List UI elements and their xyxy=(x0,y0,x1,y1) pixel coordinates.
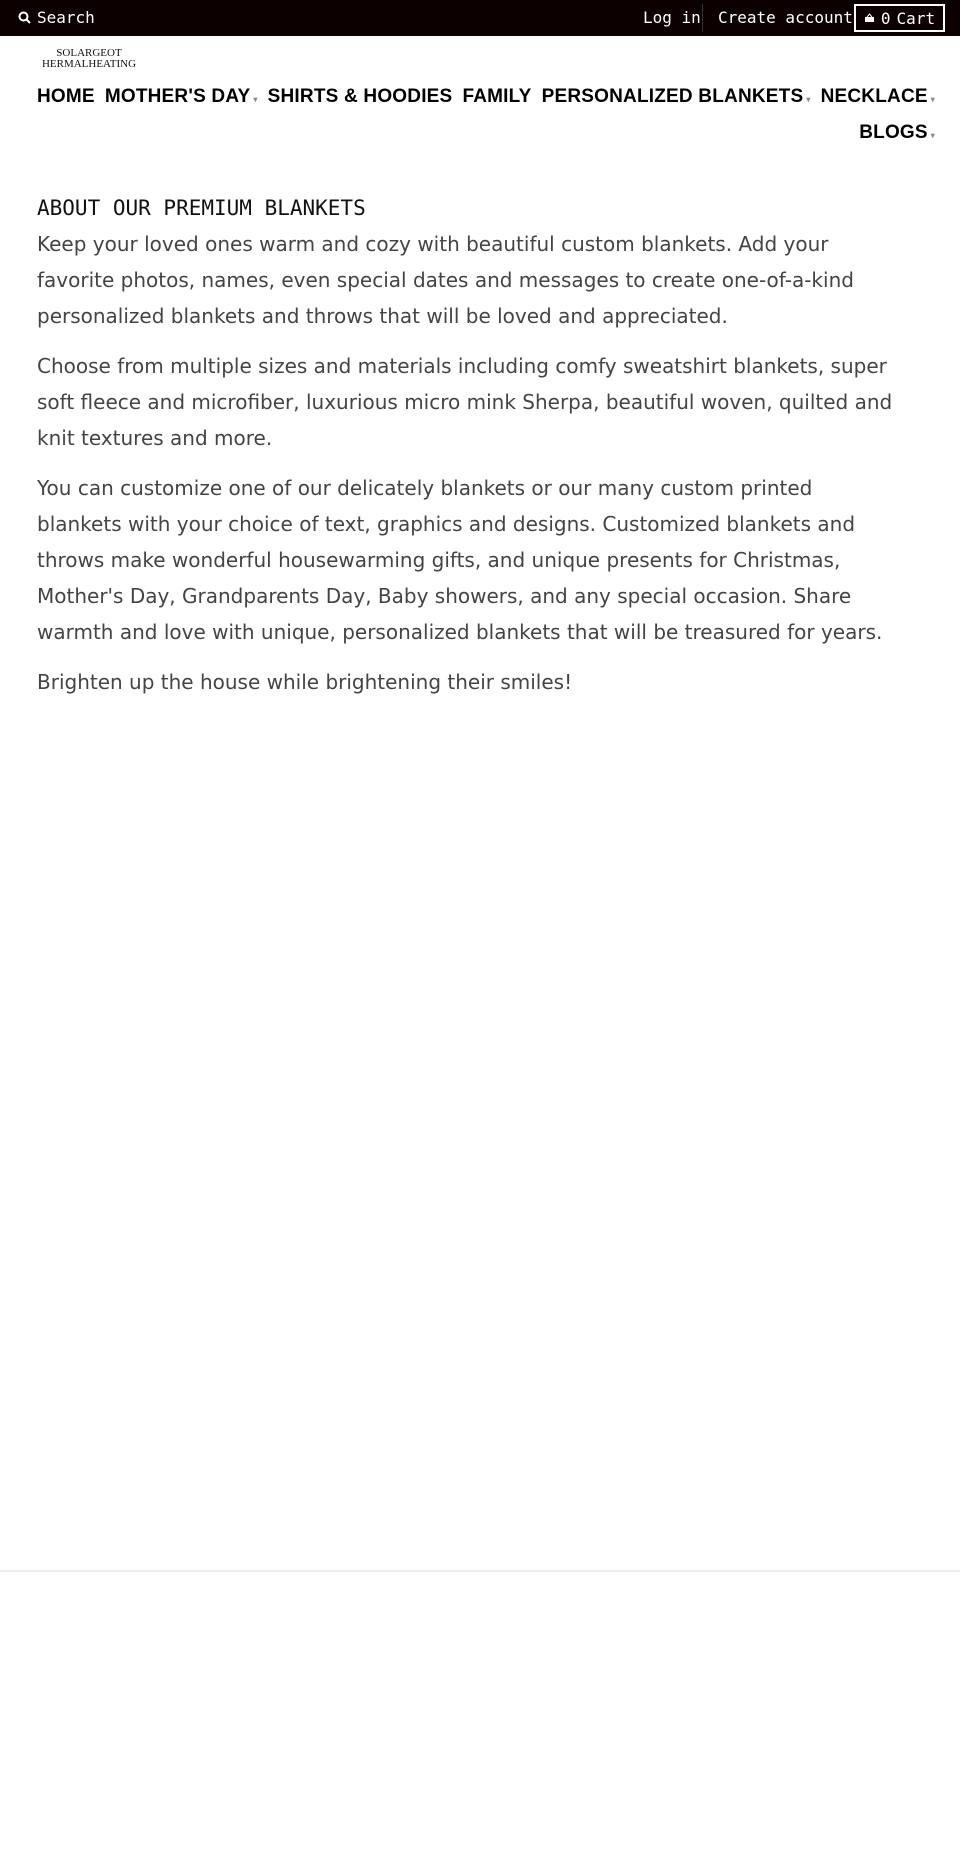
divider xyxy=(702,4,703,32)
nav-label: BLOGS xyxy=(859,122,928,143)
nav-necklace[interactable] xyxy=(821,86,935,108)
caret-down-icon: ▾ xyxy=(930,95,935,104)
paragraph: You can customize one of our delicately blankets or our many custom printed blankets with your choice of text, graphics and designs. Customized blankets and throws make wonderful housewarming gifts, and unique presents for Christmas, Mother's Day, Grandparents Day, Baby showers, and any special occasion. Share warmth and love with unique, personalized blankets that will be treasured for years. xyxy=(37,476,883,644)
paragraph: Brighten up the house while brightening their smiles! xyxy=(37,670,573,694)
caret-down-icon: ▾ xyxy=(806,95,811,104)
nav-blogs[interactable] xyxy=(859,122,935,144)
search-button[interactable] xyxy=(18,8,95,27)
page-title: ABOUT OUR PREMIUM BLANKETS xyxy=(37,196,366,220)
logo-line-1: SOLARGEOT xyxy=(56,47,122,59)
nav-family[interactable] xyxy=(462,86,531,108)
nav-label: PERSONALIZED BLANKETS xyxy=(541,86,804,107)
main-nav xyxy=(37,86,935,108)
top-bar xyxy=(0,0,960,36)
cart-button[interactable] xyxy=(854,4,945,32)
login-link[interactable]: Log in xyxy=(643,8,701,27)
nav-label: FAMILY xyxy=(462,86,532,107)
create-account-link[interactable]: Create account xyxy=(718,8,853,27)
nav-label: SHIRTS & HOODIES xyxy=(267,86,453,107)
nav-label: HOME xyxy=(37,86,95,107)
caret-down-icon: ▾ xyxy=(930,131,935,140)
search-icon xyxy=(18,11,31,24)
paragraph: Keep your loved ones warm and cozy with beautiful custom blankets. Add your favorite photos, names, even special dates and messages to create one-of-a-kind personalized blankets and throws that will be loved and appreciated. xyxy=(37,232,854,328)
logo-line-2: HERMALHEATING xyxy=(41,58,137,70)
basket-icon xyxy=(864,13,875,23)
main-nav-row-2 xyxy=(37,122,935,144)
search-label: Search xyxy=(37,8,95,27)
footer-divider xyxy=(0,1570,960,1572)
cart-count: 0 xyxy=(880,8,891,28)
nav-home[interactable] xyxy=(37,86,95,108)
nav-label: NECKLACE xyxy=(820,86,928,107)
cart-label: Cart xyxy=(896,8,936,28)
store-logo[interactable] xyxy=(36,48,142,70)
paragraph: Choose from multiple sizes and materials including comfy sweatshirt blankets, super soft fleece and microfiber, luxurious micro mink Sherpa, beautiful woven, quilted and knit textures and more. xyxy=(37,354,893,450)
page-content xyxy=(37,196,897,714)
nav-shirts-hoodies[interactable] xyxy=(268,86,453,108)
nav-mothers-day[interactable] xyxy=(105,86,258,108)
nav-personalized-blankets[interactable] xyxy=(542,86,811,108)
caret-down-icon: ▾ xyxy=(253,95,258,104)
nav-label: MOTHER'S DAY xyxy=(104,86,251,107)
